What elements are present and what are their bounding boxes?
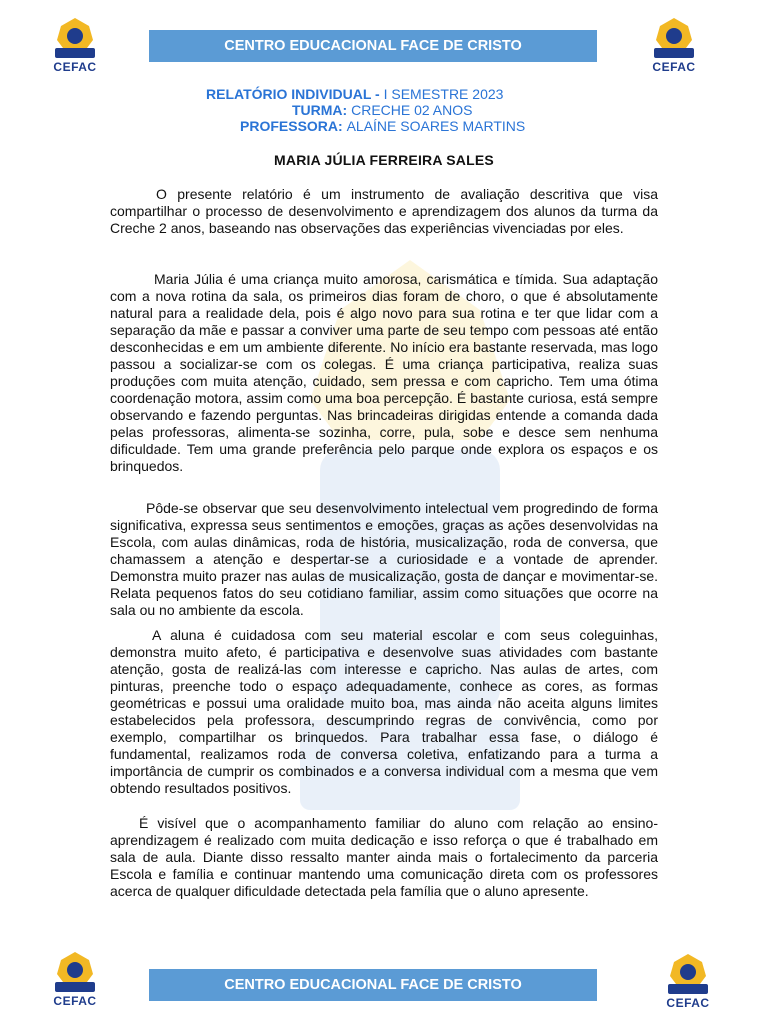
logo-text: CEFAC — [53, 994, 97, 1008]
paragraph-family: É visível que o acompanhamento familiar do aluno com relação ao ensino-aprendizagem é realizado com muita dedicação e isso reforça o que é trabalhado em sala de aula. Diante disso ressalto manter ainda mais o fortalecimento da parceria Escola e família e continuar mantendo uma comunicação direta com os professores acerca de qualquer dificuldade detectada pela família que o aluno apresente. — [110, 815, 658, 899]
paragraph-development: Pôde-se observar que seu desenvolvimento intelectual vem progredindo de forma significativa, expressa seus sentimentos e emoções, graças as ações desenvolvidas na Escola, com aulas dinâmicas, roda de história, musicalização, roda de conversa, que chamassem a atenção e despertar-se a curiosidade e a vontade de aprender. Demonstra muito prazer nas aulas de musicalização, gosta de dançar e movimentar-se. Relata pequenos fatos do seu cotidiano familiar, assim como situações que ocorre na sala ou no ambiente da escola. — [110, 500, 658, 618]
top-banner: CENTRO EDUCACIONAL FACE DE CRISTO — [149, 30, 597, 62]
paragraph-behavior: A aluna é cuidadosa com seu material escolar e com seus coleguinhas, demonstra muito afeto, é participativa e desenvolve suas atividades com bastante atenção, gosta de realizá-las com interesse e capricho. Nas aulas de artes, com pinturas, preenche todo o espaço adequadamente, conhece as cores, as formas geométricas e possui uma oralidade muito boa, mas ainda não aceita alguns limites estabelecidos pela professora, descumprindo regras de convivência, como por exemplo, compartilhar os brinquedos. Para trabalhar essa fase, o diálogo é fundamental, realizamos roda de conversa coletiva, enfatizando para a turma a importância de cumprir os combinados e a conversa individual com a mesma que vem obtendo resultados positivos. — [110, 627, 658, 796]
report-heading: RELATÓRIO INDIVIDUAL - I SEMESTRE 2023 — [206, 86, 504, 102]
logo-text: CEFAC — [652, 60, 696, 74]
class-heading: TURMA: CRECHE 02 ANOS — [292, 102, 473, 118]
cefac-logo-top-right — [646, 16, 702, 76]
cefac-logo-bottom-left — [47, 950, 103, 1010]
paragraph-adaptation: Maria Júlia é uma criança muito amorosa, carismática e tímida. Sua adaptação com a nova rotina da sala, os primeiros dias foram de choro, o que é absolutamente natural para a realidade dela, pois é algo novo para sua rotina e ter que lidar com a separação da mãe e passar a conviver uma parte de seu tempo com pessoas até então desconhecidas e em um ambiente diferente. No início era bastante reservada, mas logo passou a socializar-se com os colegas. É uma criança participativa, realiza suas produções com muita atenção, cuidado, sem pressa e com capricho. Tem uma ótima coordenação motora, assim como uma boa percepção. É bastante curiosa, está sempre observando e fazendo perguntas. Nas brincadeiras dirigidas entende a comanda dada pelas professoras, alimenta-se sozinha, corre, pula, sobe e desce sem nenhuma dificuldade. Tem uma grande preferência pelo parque onde explora os espaços e os brinquedos. — [110, 271, 658, 474]
cefac-logo-top-left — [47, 16, 103, 76]
paragraph-intro: O presente relatório é um instrumento de avaliação descritiva que visa compartilhar o processo de desenvolvimento e aprendizagem dos alunos da turma da Creche 2 anos, baseando nas observações das experiências vivenciadas por eles. — [110, 186, 658, 236]
logo-text: CEFAC — [666, 996, 710, 1010]
bottom-banner: CENTRO EDUCACIONAL FACE DE CRISTO — [149, 969, 597, 1001]
student-name: MARIA JÚLIA FERREIRA SALES — [274, 152, 494, 168]
teacher-heading: PROFESSORA: ALAÍNE SOARES MARTINS — [240, 118, 526, 134]
cefac-logo-bottom-right — [660, 952, 716, 1012]
logo-text: CEFAC — [53, 60, 97, 74]
